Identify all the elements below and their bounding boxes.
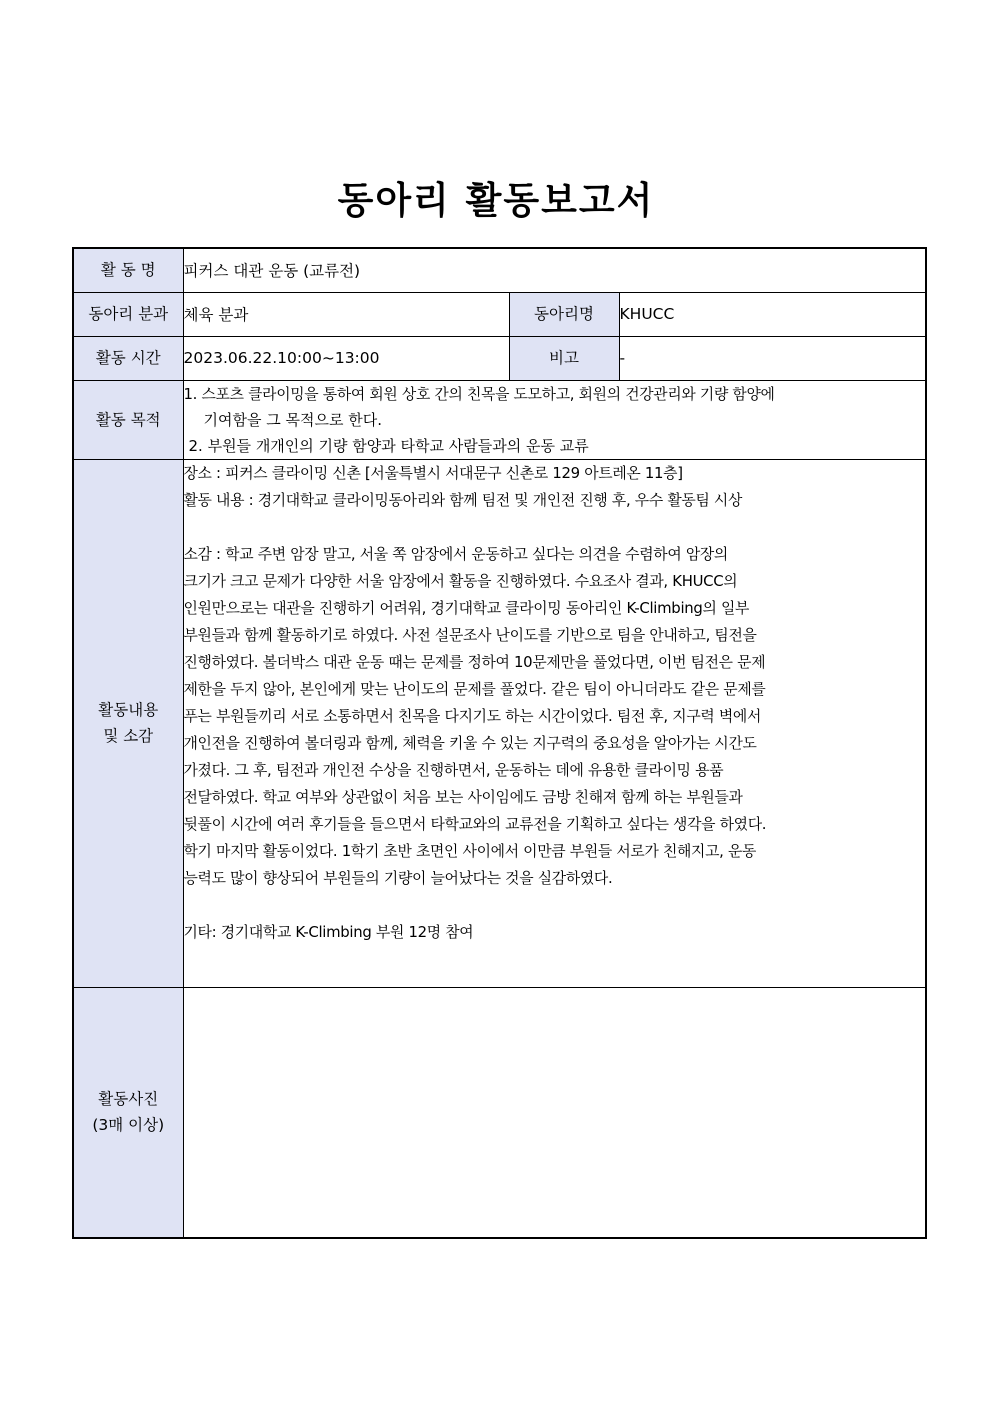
content-line: 푸는 부원들끼리 서로 소통하면서 친목을 다지기도 하는 시간이었다. 팀전 후, 지구력 벽에서 (183, 706, 762, 725)
content-value (183, 459, 926, 987)
content-line: 인원만으로는 대관을 진행하기 어려워, 경기대학교 클라이밍 동아리인 K-Climbing의 일부 (183, 598, 750, 617)
content-line: 제한을 두지 않아, 본인에게 맞는 난이도의 문제를 풀었다. 같은 팀이 아니더라도 같은 문제를 (183, 679, 766, 698)
content-line: 소감 : 학교 주변 암장 말고, 서울 쪽 암장에서 운동하고 싶다는 의견을 수렴하여 암장의 (183, 544, 728, 563)
activity-name-label: 활 동 명 (73, 248, 183, 292)
content-line: 가졌다. 그 후, 팀전과 개인전 수상을 진행하면서, 운동하는 데에 유용한 클라이밍 용품 (183, 760, 724, 779)
content-label-line-2: 및 소감 (103, 727, 154, 745)
content-label-line-1: 활동내용 (98, 701, 159, 719)
content-line (184, 514, 926, 541)
photos-area (183, 987, 926, 1238)
club-name-label: 동아리명 (509, 292, 619, 336)
row-club-division (73, 292, 926, 336)
club-division-label: 동아리 분과 (73, 292, 183, 336)
content-line: 활동 내용 : 경기대학교 클라이밍동아리와 함께 팀전 및 개인전 진행 후, 우수 활동팀 시상 (183, 490, 743, 509)
row-purpose (73, 380, 926, 459)
club-division-value: 체육 분과 (183, 292, 509, 336)
purpose-line-2: 기여함을 그 목적으로 한다. (203, 410, 382, 429)
row-activity-name (73, 248, 926, 292)
purpose-line-3: 2. 부원들 개개인의 기량 함양과 타학교 사람들과의 운동 교류 (188, 436, 589, 455)
content-line: 능력도 많이 향상되어 부원들의 기량이 늘어났다는 것을 실감하였다. (183, 868, 613, 887)
club-name-value: KHUCC (619, 292, 926, 336)
row-content (73, 459, 926, 987)
report-table (72, 247, 927, 1239)
content-line: 부원들과 함께 활동하기로 하였다. 사전 설문조사 난이도를 기반으로 팀을 안내하고, 팀전을 (183, 625, 757, 644)
content-line: 크기가 크고 문제가 다양한 서울 암장에서 활동을 진행하였다. 수요조사 결과, KHUCC의 (183, 571, 738, 590)
photos-label-line-1: 활동사진 (98, 1090, 159, 1109)
photos-label-line-2: (3매 이상) (92, 1116, 165, 1135)
purpose-line-1: 1. 스포츠 클라이밍을 통하여 회원 상호 간의 친목을 도모하고, 회원의 건강관리와 기량 함양에 (183, 384, 775, 403)
remarks-value: - (619, 336, 926, 380)
remarks-label: 비고 (509, 336, 619, 380)
content-line: 장소 : 피커스 클라이밍 신촌 [서울특별시 서대문구 신촌로 129 아트레온 11층] (183, 463, 683, 482)
photos-label (73, 987, 183, 1238)
content-line: 진행하였다. 볼더박스 대관 운동 때는 문제를 정하여 10문제만을 풀었다면, 이번 팀전은 문제 (183, 652, 766, 671)
content-line: 개인전을 진행하여 볼더링과 함께, 체력을 키울 수 있는 지구력의 중요성을 알아가는 시간도 (183, 733, 757, 752)
activity-time-label: 활동 시간 (73, 336, 183, 380)
row-activity-time (73, 336, 926, 380)
content-line: 기타: 경기대학교 K-Climbing 부원 12명 참여 (183, 922, 474, 941)
content-line (184, 892, 926, 919)
content-line: 뒷풀이 시간에 여러 후기들을 들으면서 타학교와의 교류전을 기획하고 싶다는 생각을 하였다. (183, 814, 767, 833)
purpose-value (183, 380, 926, 459)
content-line: 학기 마지막 활동이었다. 1학기 초반 초면인 사이에서 이만큼 부원들 서로가 친해지고, 운동 (183, 841, 757, 860)
activity-time-value: 2023.06.22.10:00~13:00 (183, 336, 509, 380)
document-title: 동아리 활동보고서 (337, 179, 655, 222)
purpose-label: 활동 목적 (73, 380, 183, 459)
content-label (73, 459, 183, 987)
activity-name-value: 피커스 대관 운동 (교류전) (183, 248, 926, 292)
content-line: 전달하였다. 학교 여부와 상관없이 처음 보는 사이임에도 금방 친해져 함께 하는 부원들과 (183, 787, 743, 806)
row-photos (73, 987, 926, 1238)
